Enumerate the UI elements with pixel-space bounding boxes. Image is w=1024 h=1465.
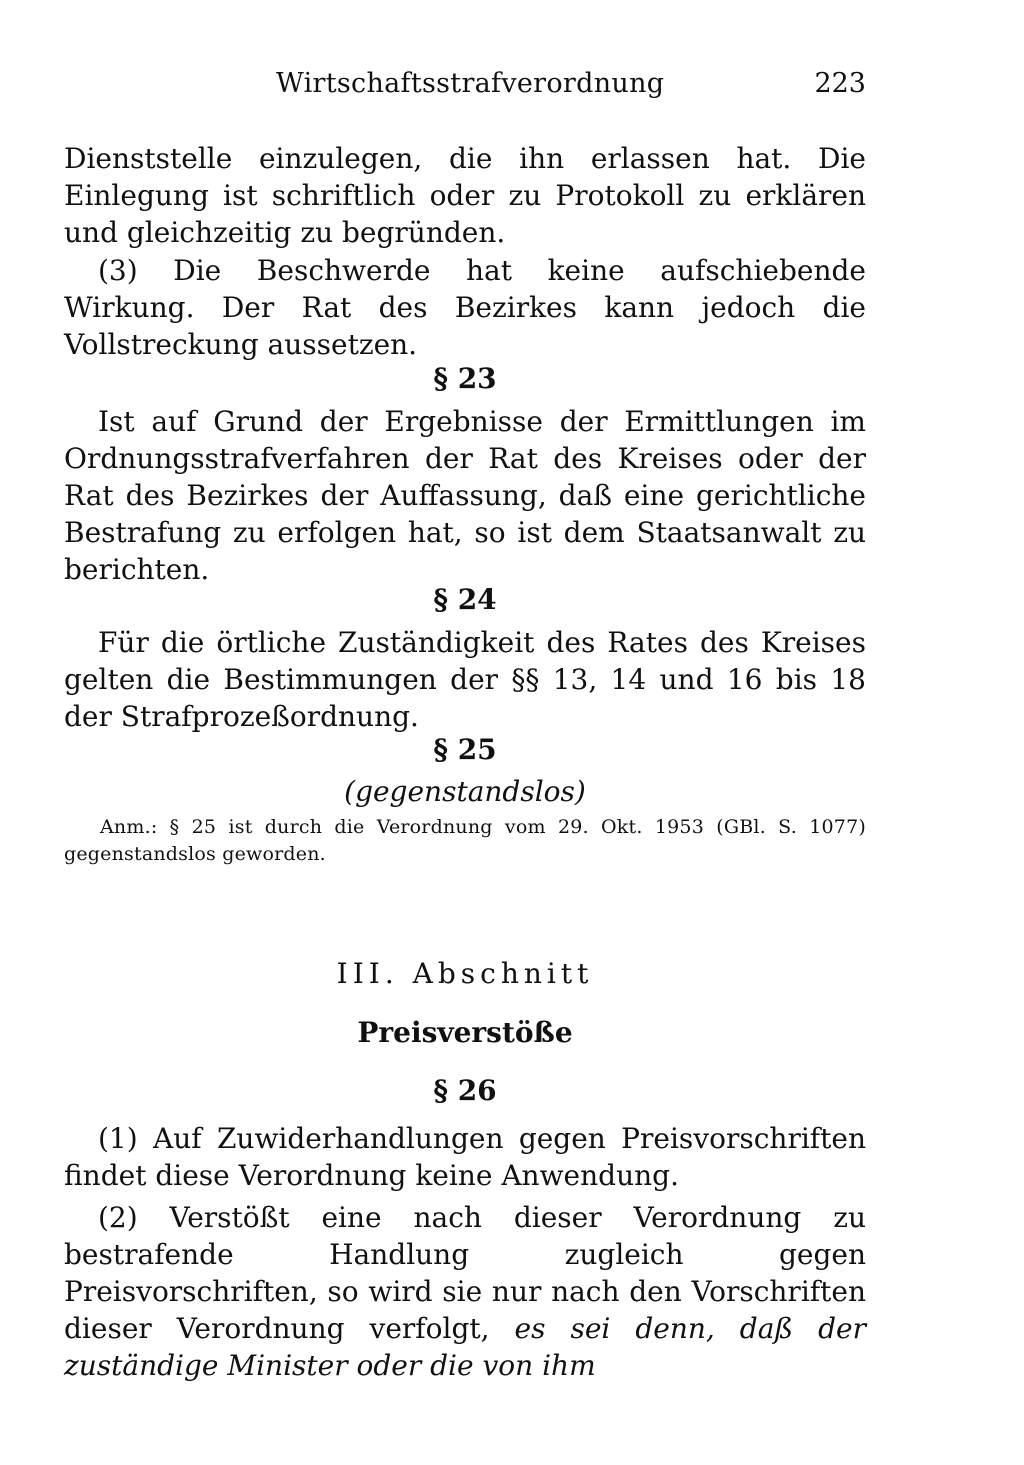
section-25-heading: § 25 <box>433 733 497 766</box>
page-number: 223 <box>814 68 866 99</box>
header-title: Wirtschaftsstrafverordnung <box>276 68 665 99</box>
section-24-text: Für die örtliche Zuständigkeit des Rates des Kreises gelten die Bestimmungen der §§ 13, 14 und 16 bis 18 der Strafprozeßordnung. <box>64 626 866 733</box>
section-23-text: Ist auf Grund der Ergebnisse der Ermittlungen im Ordnungsstrafverfahren der Rat des Kreises oder der Rat des Bezirkes der Auffassung, daß eine gerichtliche Bestrafung zu erfolgen hat, so ist dem Staatsanwalt zu berichten. <box>64 405 866 586</box>
section-3-subtitle: Preisverstöße <box>357 1016 573 1049</box>
section-25-subtitle: (gegenstandslos) <box>344 775 586 808</box>
section-23-heading: § 23 <box>433 362 497 395</box>
section-26-para-2-text: (2) Verstößt eine nach dieser Verordnung zu bestrafende Handlung zugleich gegen Preisvorschriften, so wird sie nur nach den Vorschriften dieser Verordnung verfolgt, <box>64 1201 866 1345</box>
section-26-heading: § 26 <box>433 1074 497 1107</box>
section-25-note <box>64 814 866 868</box>
section-26-para-2-italic: es sei denn, daß der zuständige Minister oder die von ihm <box>64 1312 866 1382</box>
paragraph-continuation: Dienststelle einzulegen, die ihn erlassen hat. Die Einlegung ist schriftlich oder zu Protokoll zu erklären und gleichzeitig zu begründen. <box>64 142 866 249</box>
section-24-heading: § 24 <box>433 583 497 616</box>
section-25-note-text: Anm.: § 25 ist durch die Verordnung vom 29. Okt. 1953 (GBl. S. 1077) gegenstandslos geworden. <box>64 816 866 865</box>
section-26-para-1: (1) Auf Zuwiderhandlungen gegen Preisvorschriften findet diese Verordnung keine Anwendung. <box>64 1122 866 1192</box>
section-3-title: III. Abschnitt <box>336 957 594 990</box>
section-26-para-2 <box>64 1199 866 1384</box>
paragraph-3: (3) Die Beschwerde hat keine aufschiebende Wirkung. Der Rat des Bezirkes kann jedoch die Vollstreckung aussetzen. <box>64 254 866 361</box>
running-header <box>64 68 866 108</box>
